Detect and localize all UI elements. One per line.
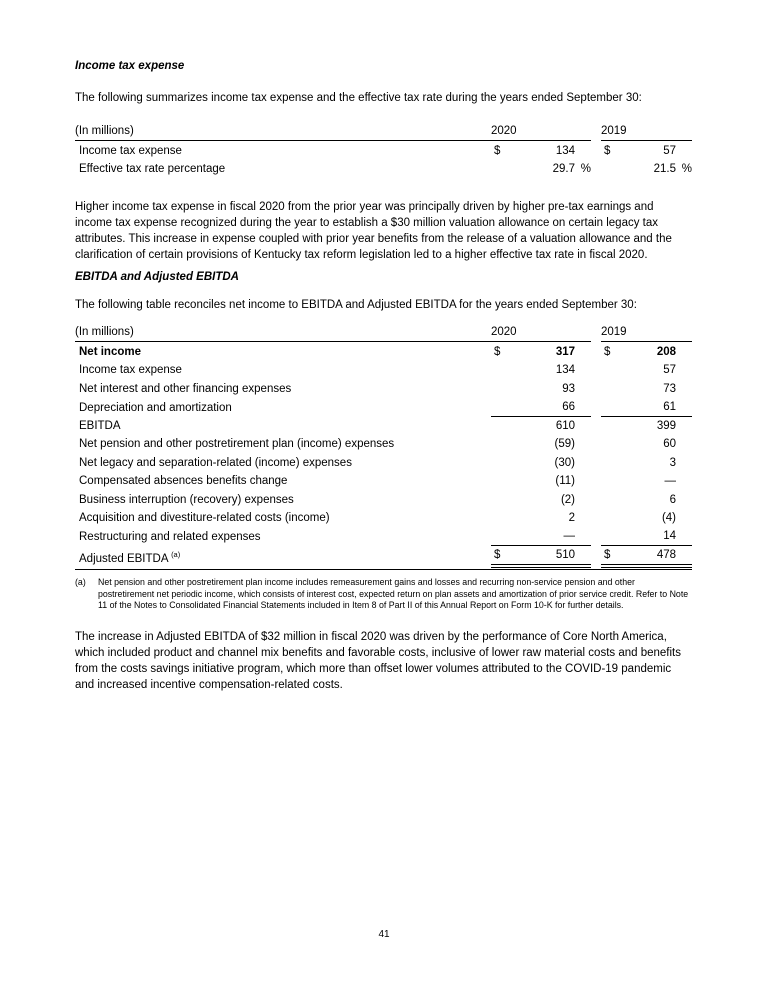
value-cell: 399	[656, 419, 676, 432]
percent-sign: %	[681, 163, 692, 175]
column-header-2020: 2020	[491, 324, 591, 342]
value-cell: —	[664, 475, 676, 487]
value-group-2019	[601, 160, 692, 178]
ebitda-intro-text: The following table reconciles net income to EBITDA and Adjusted EBITDA for the years ended September 30:	[75, 299, 637, 311]
value-cell: 61	[663, 400, 676, 413]
value-cell: 66	[562, 400, 575, 413]
table-row	[75, 527, 692, 546]
value-group-2019	[601, 472, 692, 490]
value-cell: (2)	[560, 493, 575, 506]
dollar-sign: $	[494, 144, 501, 157]
table-row	[75, 490, 692, 509]
value-group-2019	[601, 491, 692, 509]
footnote-text: Net pension and other postretirement plan income includes remeasurement gains and losses and recurring non-service pension and other postretirement net periodic income, which consists of interest cost, expected return on plan assets and amortization of prior service credit. Refer to Note 11 of the Notes to Consolidated Financial Statements included in Item 8 of Part II of this Annual Report on Form 10-K for further details.	[98, 577, 689, 611]
value-group-2019	[601, 417, 692, 435]
unit-label: (In millions)	[75, 123, 491, 141]
row-label: Effective tax rate percentage	[79, 163, 226, 175]
value-cell: 3	[669, 456, 676, 469]
column-header-2019: 2019	[601, 324, 692, 342]
value-group-2019	[601, 380, 692, 398]
footnote-reference: (a)	[171, 549, 181, 559]
value-cell: (11)	[555, 475, 575, 487]
dollar-sign: $	[604, 548, 611, 561]
row-label: Restructuring and related expenses	[79, 531, 261, 543]
row-label: Net legacy and separation-related (income) expenses	[79, 456, 352, 469]
value-group-2020	[491, 509, 591, 527]
value-group-2020	[491, 160, 591, 178]
value-group-2019	[601, 435, 692, 453]
ebitda-reconciliation-table	[75, 324, 692, 564]
value-cell: (4)	[661, 512, 676, 524]
value-cell: 610	[555, 419, 575, 432]
value-group-2019	[601, 343, 692, 361]
value-cell: 21.5	[653, 163, 676, 175]
unit-label: (In millions)	[75, 324, 491, 342]
value-cell: 6	[669, 493, 676, 506]
value-cell: (30)	[554, 456, 575, 469]
value-group-2020	[491, 417, 591, 435]
table-header-row	[75, 123, 692, 141]
ebitda-discussion-paragraph: The increase in Adjusted EBITDA of $32 million in fiscal 2020 was driven by the performance of Core North America, which included product and channel mix benefits and favorable costs, inclusive of lower raw material costs and benefits from the costs savings initiative program, which more than offset lower volumes attributed to the COVID-19 pandemic and increased incentive compensation-related costs.	[75, 630, 681, 691]
value-cell: —	[563, 530, 575, 542]
value-cell: 73	[663, 382, 676, 395]
value-cell: 478	[656, 548, 676, 561]
dollar-sign: $	[604, 144, 611, 157]
table-row	[75, 453, 692, 472]
value-group-2019	[601, 527, 692, 546]
value-group-2019	[601, 361, 692, 379]
value-group-2019	[601, 398, 692, 417]
footnote-marker: (a)	[75, 577, 86, 587]
value-cell: (59)	[554, 438, 575, 450]
row-label: Net interest and other financing expenses	[79, 382, 292, 395]
dollar-sign: $	[494, 345, 501, 358]
row-label: Income tax expense	[79, 364, 182, 376]
table-row	[75, 379, 692, 398]
page-content	[75, 58, 692, 693]
value-group-2019	[601, 454, 692, 472]
row-label: EBITDA	[79, 419, 121, 432]
value-cell: 57	[663, 364, 676, 376]
table-row	[75, 342, 692, 361]
percent-sign: %	[580, 163, 591, 175]
income-tax-table	[75, 123, 692, 178]
value-cell: 134	[555, 364, 575, 376]
value-cell: 60	[663, 438, 676, 450]
value-cell: 208	[656, 345, 676, 358]
value-group-2019	[601, 509, 692, 527]
value-group-2020	[491, 142, 591, 160]
value-group-2020	[491, 361, 591, 379]
row-label: Acquisition and divestiture-related costs (income)	[79, 512, 330, 524]
value-group-2020	[491, 491, 591, 509]
row-label: Net income	[79, 345, 141, 358]
value-group-2020	[491, 435, 591, 453]
row-label: Net pension and other postretirement plan (income) expenses	[79, 438, 395, 450]
table-row	[75, 472, 692, 491]
dollar-sign: $	[604, 345, 611, 358]
value-cell: 510	[555, 548, 575, 561]
table-row	[75, 361, 692, 380]
column-header-2019: 2019	[601, 123, 692, 141]
income-tax-intro-text: The following summarizes income tax expense and the effective tax rate during the years ended September 30:	[75, 92, 642, 104]
row-label: Adjusted EBITDA $^{(a)}$	[79, 549, 181, 565]
value-group-2019	[601, 142, 692, 160]
table-row	[75, 160, 692, 179]
value-group-2019	[601, 546, 692, 568]
value-cell: 134	[555, 144, 575, 157]
table-header-row	[75, 324, 692, 342]
value-group-2020	[491, 527, 591, 546]
value-group-2020	[491, 454, 591, 472]
value-group-2020	[491, 546, 591, 568]
page-number: 41	[378, 929, 390, 940]
value-cell: 2	[568, 512, 575, 524]
row-label: Business interruption (recovery) expenses	[79, 493, 294, 506]
row-label: Compensated absences benefits change	[79, 475, 288, 487]
footnote-a	[75, 569, 692, 612]
value-cell: 14	[663, 530, 676, 542]
column-header-2020: 2020	[491, 123, 591, 141]
value-cell: 57	[663, 144, 676, 157]
table-row	[75, 546, 692, 565]
dollar-sign: $	[494, 548, 501, 561]
table-row	[75, 398, 692, 417]
section-heading-income-tax-expense: Income tax expense	[75, 60, 185, 72]
value-group-2020	[491, 343, 591, 361]
value-cell: 29.7	[552, 163, 575, 175]
value-group-2020	[491, 380, 591, 398]
value-cell: 93	[562, 382, 575, 395]
income-tax-discussion-paragraph: Higher income tax expense in fiscal 2020 from the prior year was principally driven by higher pre-tax earnings and income tax expense recognized during the year to establish a $30 million valuation allowance on certain legacy tax attributes. This increase in expense coupled with prior year benefits from the release of a valuation allowance and the clarification of certain provisions of Kentucky tax reform legislation led to a higher effective tax rate in fiscal 2020.	[75, 201, 672, 261]
table-row	[75, 416, 692, 435]
section-heading-ebitda: EBITDA and Adjusted EBITDA	[75, 271, 239, 283]
table-row	[75, 435, 692, 454]
table-row	[75, 509, 692, 528]
value-cell: 317	[555, 345, 575, 358]
value-group-2020	[491, 398, 591, 417]
table-row	[75, 141, 692, 160]
value-group-2020	[491, 472, 591, 490]
row-label: Income tax expense	[79, 144, 182, 157]
row-label: Depreciation and amortization	[79, 401, 232, 414]
